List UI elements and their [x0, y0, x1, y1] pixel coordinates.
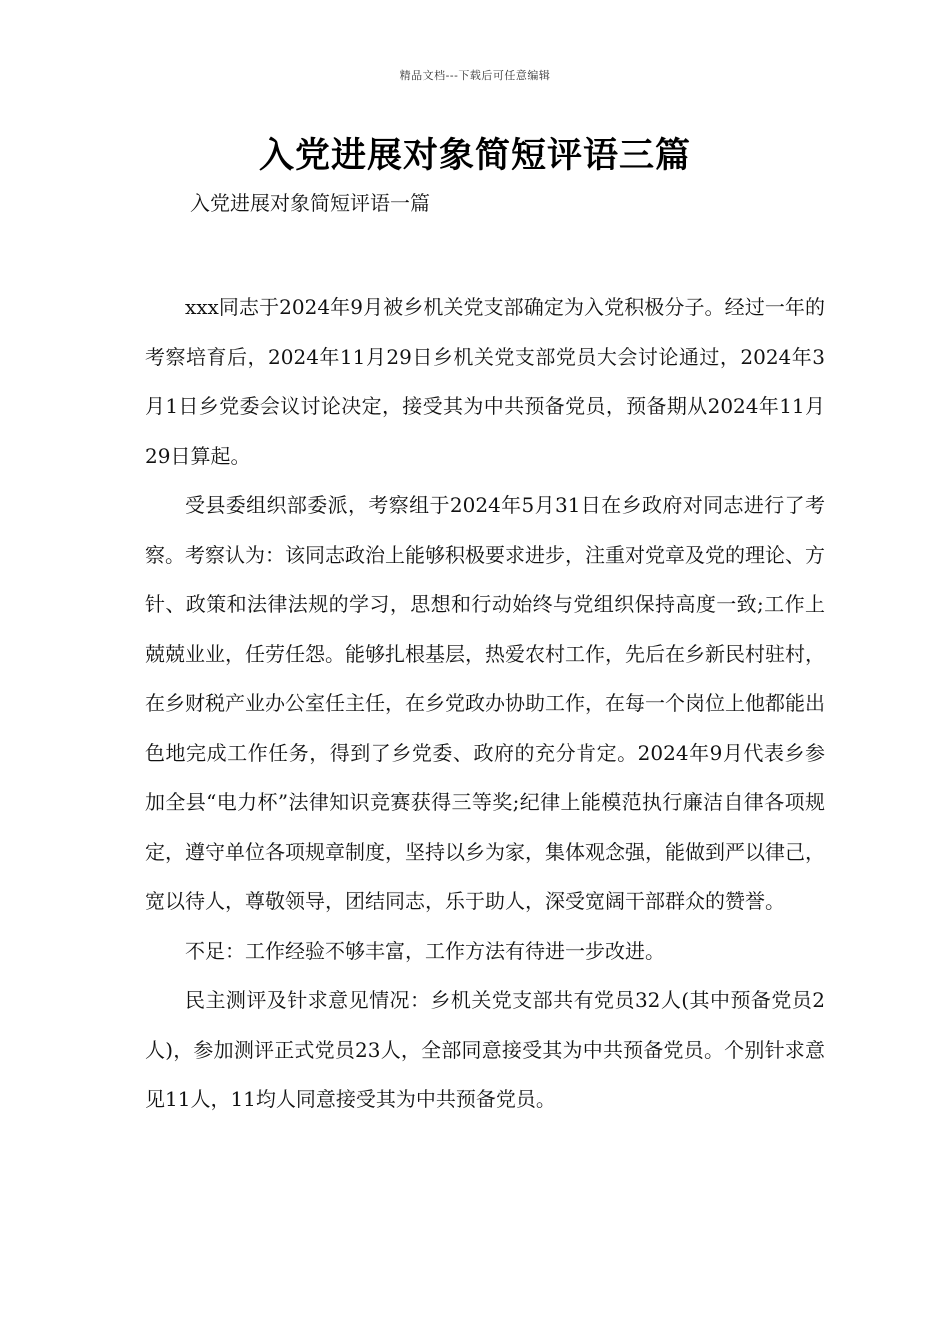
document-subtitle: 入党进展对象简短评语一篇 [190, 191, 430, 215]
paragraph: 不足：工作经验不够丰富，工作方法有待进一步改进。 [185, 938, 665, 963]
paragraph: xxx同志于2024年9月被乡机关党支部确定为入党积极分子。经过一年的考察培育后，2024年11月29日乡机关党支部党员大会讨论通过，2024年3月1日乡党委会议讨论决定，接受其为中共预备党员，预备期从2024年11月29日算起。 [145, 295, 825, 468]
paragraph: 受县委组织部委派，考察组于2024年5月31日在乡政府对同志进行了考察。考察认为：该同志政治上能够积极要求进步，注重对党章及党的理论、方针、政策和法律法规的学习，思想和行动始终与党组织保持高度一致;工作上兢兢业业，任劳任怨。能够扎根基层，热爱农村工作，先后在乡新民村驻村，在乡财税产业办公室任主任，在乡党政办协助工作，在每一个岗位上他都能出色地完成工作任务，得到了乡党委、政府的充分肯定。2024年9月代表乡参加全县“电力杯”法律知识竞赛获得三等奖;纪律上能模范执行廉洁自律各项规定，遵守单位各项规章制度，坚持以乡为家，集体观念强，能做到严以律己，宽以待人，尊敬领导，团结同志，乐于助人，深受宽阔干部群众的赞誉。 [145, 493, 825, 913]
header-note: 精品文档---下载后可任意编辑 [399, 69, 551, 82]
paragraph: 民主测评及针求意见情况：乡机关党支部共有党员32人(其中预备党员2人)，参加测评正式党员23人，全部同意接受其为中共预备党员。个别针求意见11人，11均人同意接受其为中共预备党员。 [145, 988, 825, 1111]
document-body [145, 283, 825, 1125]
document-title: 入党进展对象简短评语三篇 [258, 135, 691, 176]
